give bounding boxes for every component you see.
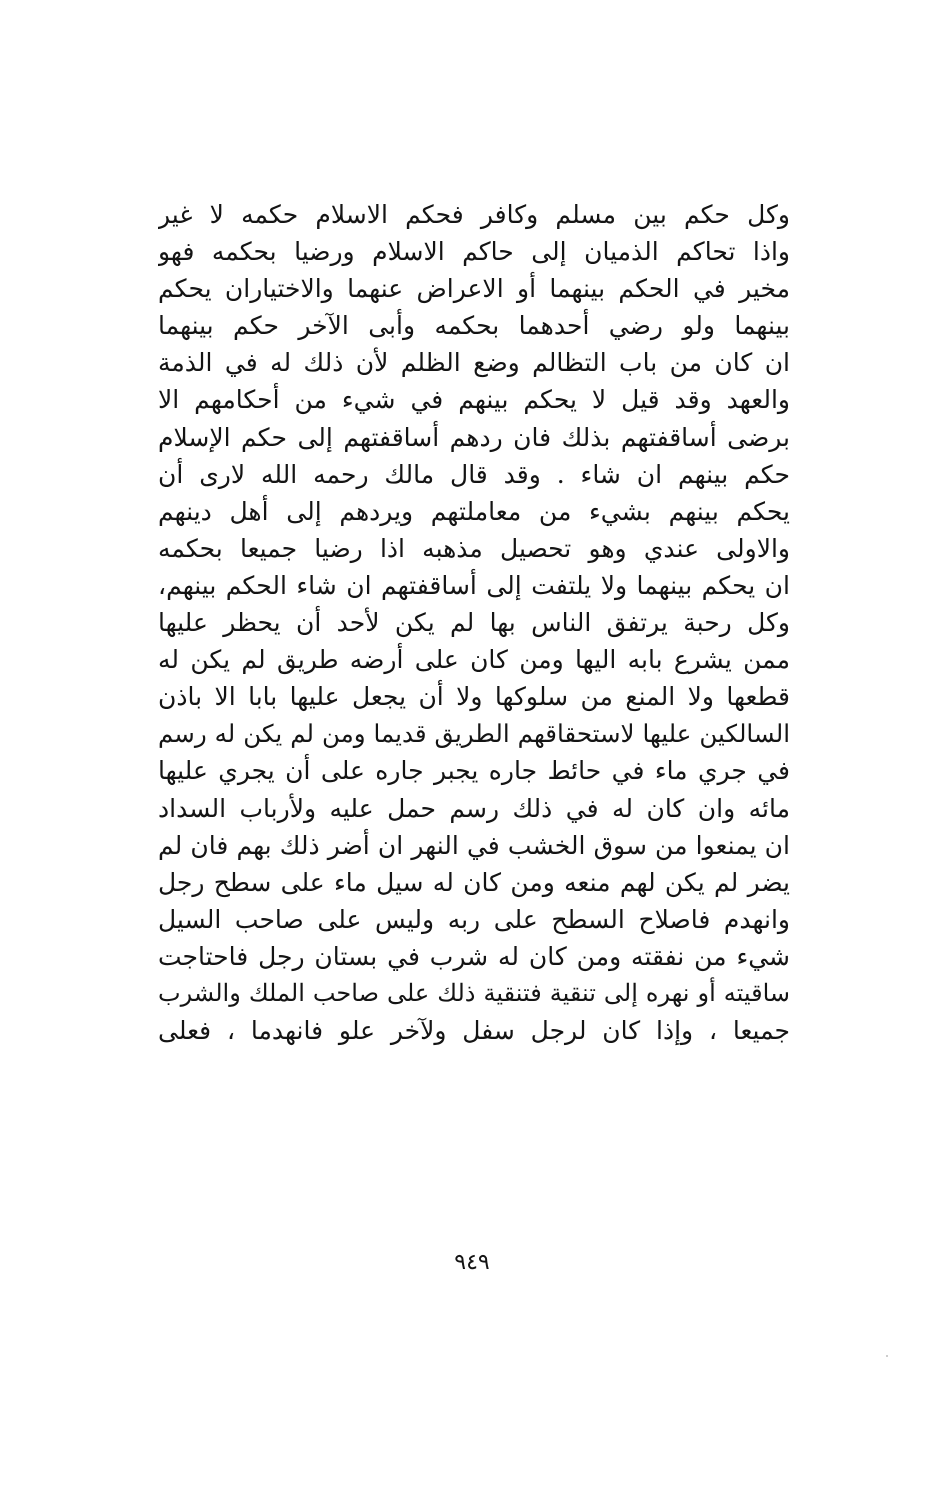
text-line: وكل حكم بين مسلم وكافر فحكم الاسلام حكمه لا غير xyxy=(158,200,790,229)
text-line: حكم بينهم ان شاء . وقد قال مالك رحمه الله لارى أن xyxy=(158,459,790,489)
text-line: برضى أساقفتهم بذلك فان ردهم أساقفتهم إلى حكم الإسلام xyxy=(158,422,790,452)
text-line: مخير في الحكم بينهما أو الاعراض عنهما والاختياران يحكم xyxy=(158,274,790,304)
text-line: مائه وان كان له في ذلك رسم حمل عليه ولأرباب السداد xyxy=(158,793,790,823)
text-line: يضر لم يكن لهم منعه ومن كان له سيل ماء على سطح رجل xyxy=(158,867,790,897)
text-line: ان كان من باب التظالم وضع الظلم لأن ذلك له في الذمة xyxy=(158,348,790,378)
text-line: ممن يشرع بابه اليها ومن كان على أرضه طريق لم يكن له xyxy=(158,645,790,675)
text-line: ساقيته أو نهره إلى تنقية فتنقية ذلك على صاحب الملك والشرب xyxy=(158,978,790,1007)
text-line: يحكم بينهم بشيء من معاملتهم ويردهم إلى أهل دينهم xyxy=(158,496,790,526)
text-line: واذا تحاكم الذميان إلى حاكم الاسلام ورضيا بحكمه فهو xyxy=(158,237,790,267)
text-line: وكل رحبة يرتفق الناس بها لم يكن لأحد أن يحظر عليها xyxy=(158,608,790,638)
text-line: السالكين عليها لاستحقاقهم الطريق قديما ومن لم يكن له رسم xyxy=(158,719,790,749)
text-line: ان يمنعوا من سوق الخشب في النهر ان أضر ذلك بهم فان لم xyxy=(158,830,790,860)
scan-speck xyxy=(886,1355,888,1357)
body-text xyxy=(158,196,790,1049)
text-line: وانهدم فاصلاح السطح على ربه وليس على صاحب السيل xyxy=(158,904,790,934)
text-line: بينهما ولو رضي أحدهما بحكمه وأبى الآخر حكم بينهما xyxy=(158,311,790,341)
text-line: قطعها ولا المنع من سلوكها ولا أن يجعل عليها بابا الا باذن xyxy=(158,682,790,712)
text-line: في جري ماء في حائط جاره يجبر جاره على أن يجري عليها xyxy=(158,756,790,786)
page-number: ٩٤٩ xyxy=(454,1250,490,1275)
text-line: شيء من نفقته ومن كان له شرب في بستان رجل فاحتاجت xyxy=(158,941,790,971)
text-line: والعهد وقد قيل لا يحكم بينهم في شيء من أحكامهم الا xyxy=(158,385,790,415)
text-line: والاولى عندي وهو تحصيل مذهبه اذا رضيا جميعا بحكمه xyxy=(158,533,790,563)
text-line: جميعا ، وإذا كان لرجل سفل ولآخر علو فانهدما ، فعلى xyxy=(158,1016,790,1046)
text-line: ان يحكم بينهما ولا يلتفت إلى أساقفتهم ان شاء الحكم بينهم، xyxy=(158,570,790,600)
